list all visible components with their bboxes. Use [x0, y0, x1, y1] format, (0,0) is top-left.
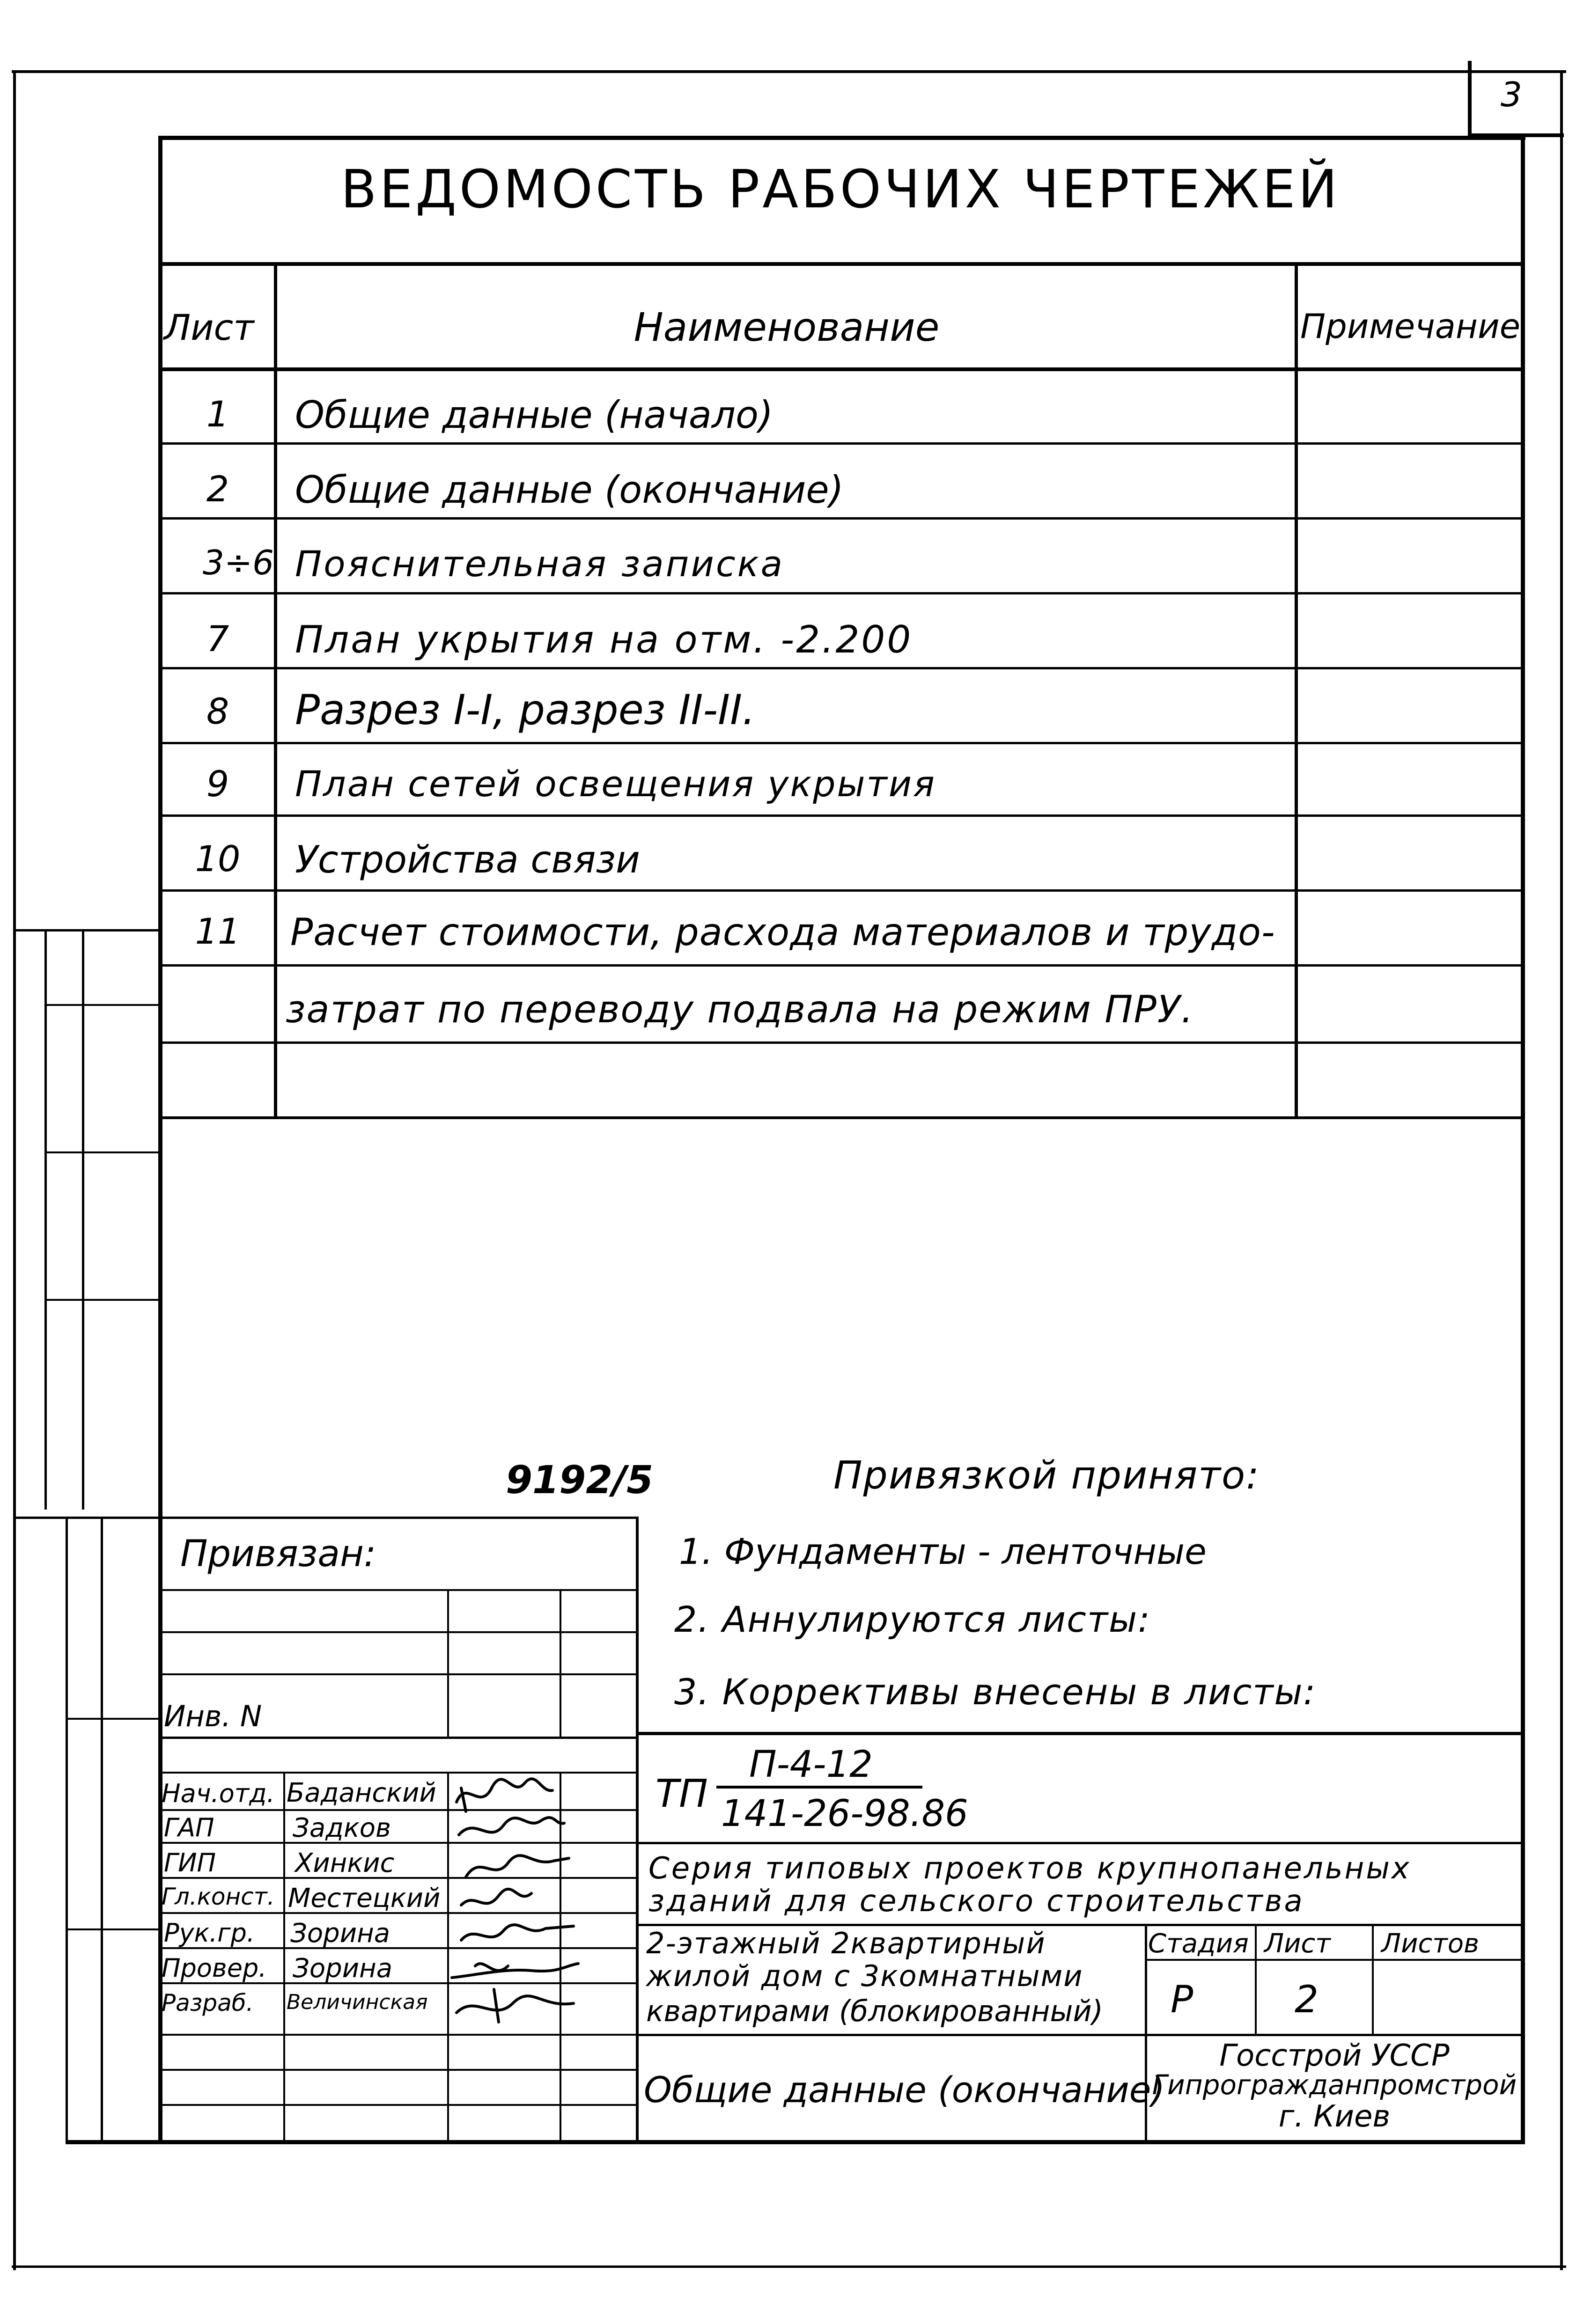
binding-heading: Привязкой принято:: [833, 1453, 1260, 1498]
inv-label: Инв. N: [164, 1699, 262, 1733]
person-name: Хинкис: [295, 1848, 395, 1878]
row-name: Общие данные (окончание): [295, 468, 844, 512]
tp-bottom: 141-26-98.86: [721, 1793, 968, 1835]
person-name: Зорина: [290, 1918, 390, 1949]
row-name: Общие данные (начало): [295, 393, 773, 437]
row-name: Расчет стоимости, расхода материалов и трудо-: [290, 910, 1275, 954]
stage-label: Стадия: [1148, 1928, 1249, 1959]
sheet-value: 2: [1295, 1978, 1318, 2021]
row-name: План укрытия на отм. -2.200: [295, 618, 913, 661]
org-line: г. Киев: [1278, 2099, 1391, 2134]
person-name: Задков: [293, 1813, 391, 1843]
org-line: Гипрогражданпромстрой: [1152, 2069, 1517, 2101]
row-sheet: 7: [206, 618, 229, 660]
person-role: Гл.конст.: [162, 1883, 275, 1910]
header-sheet: Лист: [164, 307, 254, 348]
row-name: Устройства связи: [295, 838, 641, 881]
binding-item: 1. Фундаменты - ленточные: [679, 1531, 1207, 1572]
person-role: Провер.: [162, 1953, 267, 1983]
binding-code: 9192/5: [506, 1458, 654, 1503]
binding-item: 2. Аннулируются листы:: [674, 1598, 1151, 1640]
tp-prefix: ТП: [656, 1772, 708, 1816]
page-number: 3: [1501, 75, 1522, 114]
person-name: Величинская: [287, 1990, 428, 2014]
signatures: [447, 1769, 588, 2031]
org-line: Госстрой УССР: [1219, 2038, 1450, 2073]
project-line: 2-этажный 2квартирный: [646, 1926, 1046, 1960]
person-role: ГАП: [164, 1813, 214, 1842]
page-title: ВЕДОМОСТЬ РАБОЧИХ ЧЕРТЕЖЕЙ: [340, 159, 1341, 220]
person-role: ГИП: [164, 1848, 216, 1877]
project-line: жилой дом с 3комнатными: [646, 1959, 1083, 1993]
person-role: Разраб.: [162, 1989, 254, 2016]
sheet-label: Лист: [1264, 1928, 1331, 1959]
sheets-label: Листов: [1381, 1928, 1480, 1959]
project-line: квартирами (блокированный): [646, 1994, 1103, 2028]
row-sheet: 9: [206, 763, 229, 805]
row-name: Разрез I-I, разрез II-II.: [295, 686, 756, 734]
binding-item: 3. Коррективы внесены в листы:: [674, 1671, 1317, 1713]
row-sheet: 10: [195, 838, 241, 880]
row-name: Пояснительная записка: [295, 543, 785, 585]
row-sheet: 2: [206, 468, 229, 510]
stage-value: Р: [1171, 1978, 1193, 2021]
doc-title: Общие данные (окончание): [644, 2069, 1165, 2111]
row-sheet: 8: [206, 690, 229, 732]
person-name: Баданский: [287, 1778, 436, 1808]
header-note: Примечание: [1300, 307, 1521, 346]
row-name: затрат по переводу подвала на режим ПРУ.: [286, 988, 1194, 1031]
person-name: Местецкий: [288, 1883, 441, 1913]
row-sheet: 3÷6: [203, 543, 274, 582]
row-name: План сетей освещения укрытия: [295, 763, 936, 805]
tp-top: П-4-12: [749, 1744, 873, 1786]
row-sheet: 1: [206, 393, 229, 435]
person-role: Нач.отд.: [162, 1779, 275, 1808]
row-sheet: 11: [195, 910, 241, 952]
series-line: зданий для сельского строительства: [648, 1884, 1304, 1919]
header-name: Наименование: [633, 304, 940, 350]
series-line: Серия типовых проектов крупнопанельных: [648, 1851, 1411, 1886]
bound-label: Привязан:: [180, 1533, 376, 1575]
person-role: Рук.гр.: [164, 1918, 255, 1948]
person-name: Зорина: [293, 1953, 393, 1984]
